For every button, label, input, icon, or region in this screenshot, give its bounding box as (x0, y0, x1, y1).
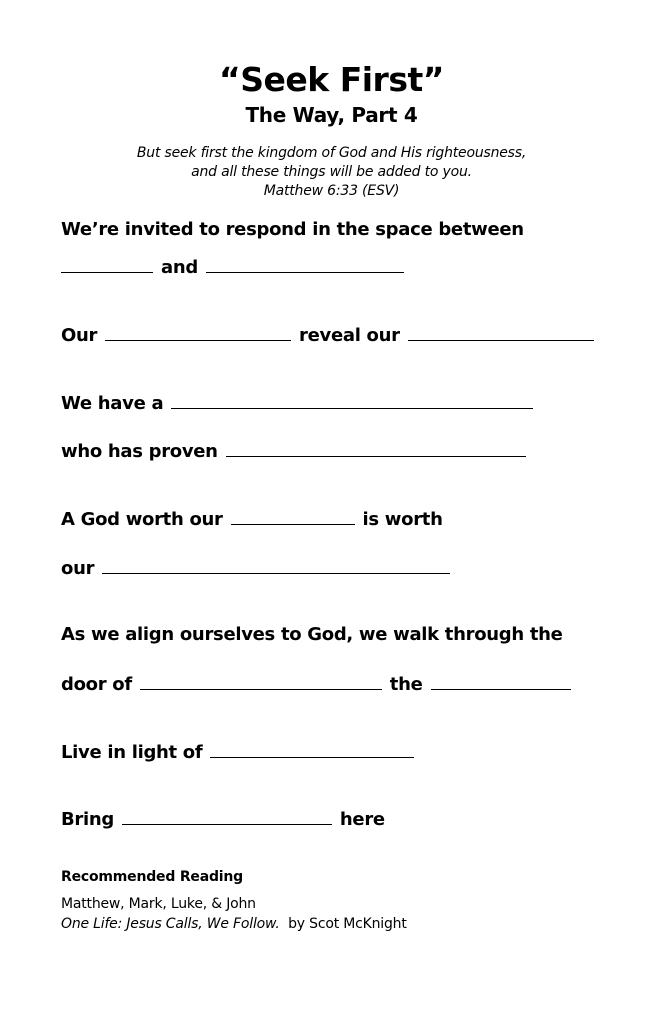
verse-line-2: and all these things will be added to you. (191, 164, 472, 180)
note-line-8 (61, 624, 563, 645)
note-text: door of (61, 674, 132, 695)
fill-blank[interactable] (226, 440, 526, 457)
fill-blank[interactable] (210, 741, 414, 758)
fill-blank[interactable] (231, 508, 355, 525)
note-text: A God worth our (61, 509, 223, 530)
note-line-10 (61, 741, 416, 763)
note-line-5 (61, 440, 528, 462)
note-line-6 (61, 508, 443, 530)
reading-item-2 (61, 916, 407, 932)
note-line-11 (61, 808, 385, 830)
note-line-4 (61, 392, 535, 414)
note-text: reveal our (299, 325, 400, 346)
fill-blank[interactable] (408, 324, 594, 341)
note-text: the (389, 674, 423, 695)
reading-item-1: Matthew, Mark, Luke, & John (61, 896, 256, 912)
note-text: who has proven (61, 441, 218, 462)
note-line-7 (61, 557, 452, 579)
verse-reference: Matthew 6:33 (ESV) (263, 183, 400, 199)
note-line-2 (61, 256, 406, 278)
note-text: our (61, 558, 95, 579)
fill-blank[interactable] (171, 392, 533, 409)
note-text: and (160, 257, 198, 278)
note-text: is worth (362, 509, 443, 530)
note-line-9 (61, 673, 573, 695)
book-title: One Life: Jesus Calls, We Follow. (61, 916, 280, 932)
note-text: Bring (61, 809, 114, 830)
note-text: We have a (61, 393, 164, 414)
recommended-reading-heading: Recommended Reading (61, 869, 243, 885)
note-text: We’re invited to respond in the space between (61, 219, 524, 240)
page-title: “Seek First” (219, 60, 444, 99)
page-subtitle: The Way, Part 4 (245, 103, 418, 127)
book-author: by Scot McKnight (279, 916, 407, 932)
fill-blank[interactable] (105, 324, 291, 341)
fill-blank[interactable] (140, 673, 382, 690)
verse-line-1: But seek first the kingdom of God and His righteousness, (136, 145, 527, 161)
fill-blank[interactable] (61, 256, 153, 273)
fill-blank[interactable] (122, 808, 332, 825)
note-text: Our (61, 325, 98, 346)
note-text: here (339, 809, 385, 830)
note-text: As we align ourselves to God, we walk through the (61, 624, 563, 645)
fill-blank[interactable] (431, 673, 571, 690)
fill-blank[interactable] (206, 256, 404, 273)
note-line-3 (61, 324, 596, 346)
scripture-verse (0, 144, 663, 201)
note-line-1 (61, 219, 524, 240)
fill-blank[interactable] (102, 557, 450, 574)
note-text: Live in light of (61, 742, 203, 763)
